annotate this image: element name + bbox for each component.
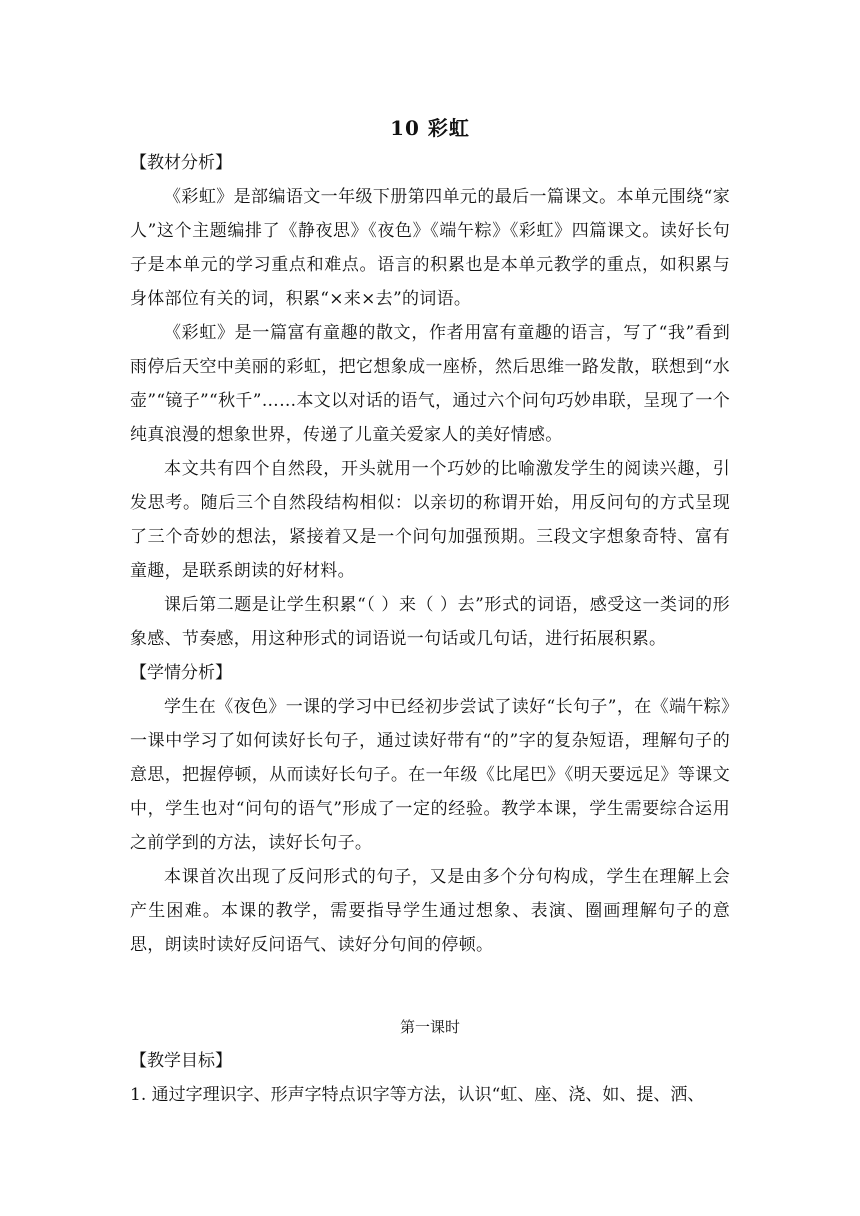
paragraph: 课后第二题是让学生积累“（ ）来（ ）去”形式的词语，感受这一类词的形象感、节奏感，用这种形式的词语说一句话或几句话，进行拓展积累。 [130, 595, 730, 649]
paragraph: 本文共有四个自然段，开头就用一个巧妙的比喻激发学生的阅读兴趣，引发思考。随后三个自然段结构相似：以亲切的称谓开始，用反问句的方式呈现了三个奇妙的想法，紧接着又是一个问句加强预期。三段文字想象奇特、富有童趣，是联系朗读的好材料。 [130, 459, 730, 581]
paragraph: 学生在《夜色》一课的学习中已经初步尝试了读好“长句子”，在《端午粽》一课中学习了如何读好长句子，通过读好带有“的”字的复杂短语，理解句子的意思，把握停顿，从而读好长句子。在一年级《比尾巴》《明天要远足》等课文中，学生也对“问句的语气”形成了一定的经验。教学本课，学生需要综合运用之前学到的方法，读好长句子。 [130, 697, 730, 853]
lesson-title: 第一课时 [399, 1018, 460, 1036]
page-title: 10 彩虹 [390, 116, 470, 140]
paragraph: 本课首次出现了反问形式的句子，又是由多个分句构成，学生在理解上会产生困难。本课的教学，需要指导学生通过想象、表演、圈画理解句子的意思，朗读时读好反问语气、读好分句间的停顿。 [130, 867, 730, 955]
section-heading-teaching-goals: 【教学目标】 [130, 1051, 232, 1071]
section-heading-student-analysis: 【学情分析】 [130, 663, 232, 683]
document-content [130, 110, 730, 1112]
section-heading-textbook-analysis: 【教材分析】 [130, 153, 232, 173]
paragraph: 《彩虹》是一篇富有童趣的散文，作者用富有童趣的语言，写了“我”看到雨停后天空中美丽的彩虹，把它想象成一座桥，然后思维一路发散，联想到“水壶”“镜子”“秋千”……本文以对话的语气，通过六个问句巧妙串联，呈现了一个纯真浪漫的想象世界，传递了儿童关爱家人的美好情感。 [130, 323, 730, 445]
paragraph: 《彩虹》是部编语文一年级下册第四单元的最后一篇课文。本单元围绕“家人”这个主题编排了《静夜思》《夜色》《端午粽》《彩虹》四篇课文。读好长句子是本单元的学习重点和难点。语言的积累也是本单元教学的重点，如积累与身体部位有关的词，积累“×来×去”的词语。 [130, 187, 730, 309]
goal-item: 1. 通过字理识字、形声字特点识字等方法，认识“虹、座、浇、如、提、洒、 [130, 1085, 705, 1105]
